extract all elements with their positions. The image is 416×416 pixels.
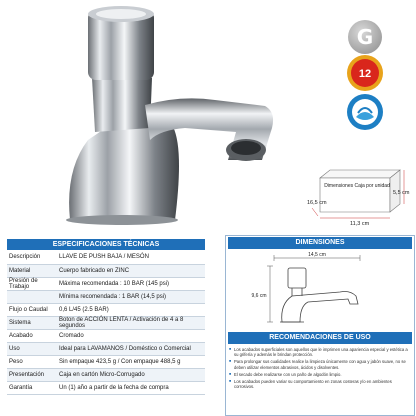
spec-value: Caja en cartón Micro-Corrugado xyxy=(57,368,205,381)
recommendation-item: ■ Para prolongar sus cualidades realice la limpieza únicamente con agua y jabón suave, no se deben utilizar elementos abrasivos, ácidos y disolventes. xyxy=(229,359,411,370)
spec-row xyxy=(7,342,205,355)
spec-value: 0,6 L/45 (2.5 BAR) xyxy=(57,303,205,316)
spec-key: Uso xyxy=(7,342,57,355)
spec-row xyxy=(7,355,205,368)
recommendations-list xyxy=(229,347,411,391)
spec-value: Sin empaque 423,5 g / Con empaque 488,5 g xyxy=(57,355,205,368)
length-label: 14,5 cm xyxy=(308,252,326,258)
package-depth-label: 16,5 cm xyxy=(307,200,327,206)
spec-value: LLAVE DE PUSH BAJA / MESÓN xyxy=(57,251,205,264)
spec-value: Ideal para LAVAMANOS / Doméstico o Comercial xyxy=(57,342,205,355)
faucet-dimension-drawing xyxy=(230,252,410,328)
spec-key: Material xyxy=(7,264,57,277)
spec-key: Sistema xyxy=(7,316,57,329)
spec-value: Un (1) año a partir de la fecha de compra xyxy=(57,381,205,394)
package-label: Dimensiones Caja por unidad xyxy=(324,183,390,189)
spec-key: Peso xyxy=(7,355,57,368)
recommendation-item: ■ Los acabados pueden variar su comportamiento en zonas costeras y/o en ambientes corrosivos. xyxy=(229,379,411,390)
spec-row xyxy=(7,303,205,316)
spec-value: Máxima recomendada : 10 BAR (145 psi) xyxy=(57,277,205,290)
specs-title: ESPECIFICACIONES TÉCNICAS xyxy=(7,239,205,250)
recommendation-item: ■ Los acabados superficiales son aquellos que le imprimen una apariencia especial y estética a su grifería y además le brindan protección. xyxy=(229,347,411,358)
g-brand-badge: G xyxy=(348,20,382,54)
spec-row xyxy=(7,290,205,303)
spec-value: Boton de ACCIÓN LENTA / Activación de 4 a 8 segundos xyxy=(57,316,205,329)
spec-value: Cromado xyxy=(57,329,205,342)
spec-value: Cuerpo fabricado en ZINC xyxy=(57,264,205,277)
specs-table xyxy=(7,251,205,395)
spec-key: Acabado xyxy=(7,329,57,342)
spec-row xyxy=(7,264,205,277)
spec-row xyxy=(7,277,205,290)
dimensions-title: DIMENSIONES xyxy=(228,237,412,249)
height-label: 9,6 cm xyxy=(251,293,267,299)
spec-key: Presentación xyxy=(7,368,57,381)
spec-key: Garantía xyxy=(7,381,57,394)
spec-key xyxy=(7,290,57,303)
faucet-photo xyxy=(0,0,300,225)
spec-row xyxy=(7,381,205,394)
spec-row xyxy=(7,368,205,381)
spec-row xyxy=(7,316,205,329)
recommendation-item: ■ El secado debe realizarse con un paño de algodón limpio. xyxy=(229,372,411,377)
spec-row xyxy=(7,251,205,264)
recommendations-title: RECOMENDACIONES DE USO xyxy=(228,332,412,344)
spec-row xyxy=(7,329,205,342)
warranty-12-badge xyxy=(346,54,384,92)
package-height-label: 5,5 cm xyxy=(393,190,410,196)
spec-value: Mínima recomendada : 1 BAR (14,5 psi) xyxy=(57,290,205,303)
spec-key: Presión de Trabajo xyxy=(7,277,57,290)
package-width-label: 11,3 cm xyxy=(350,221,370,227)
spec-key: Flujo o Caudal xyxy=(7,303,57,316)
water-saving-badge xyxy=(346,93,384,131)
warranty-12-text: 12 xyxy=(358,68,372,80)
spec-key: Descripción xyxy=(7,251,57,264)
